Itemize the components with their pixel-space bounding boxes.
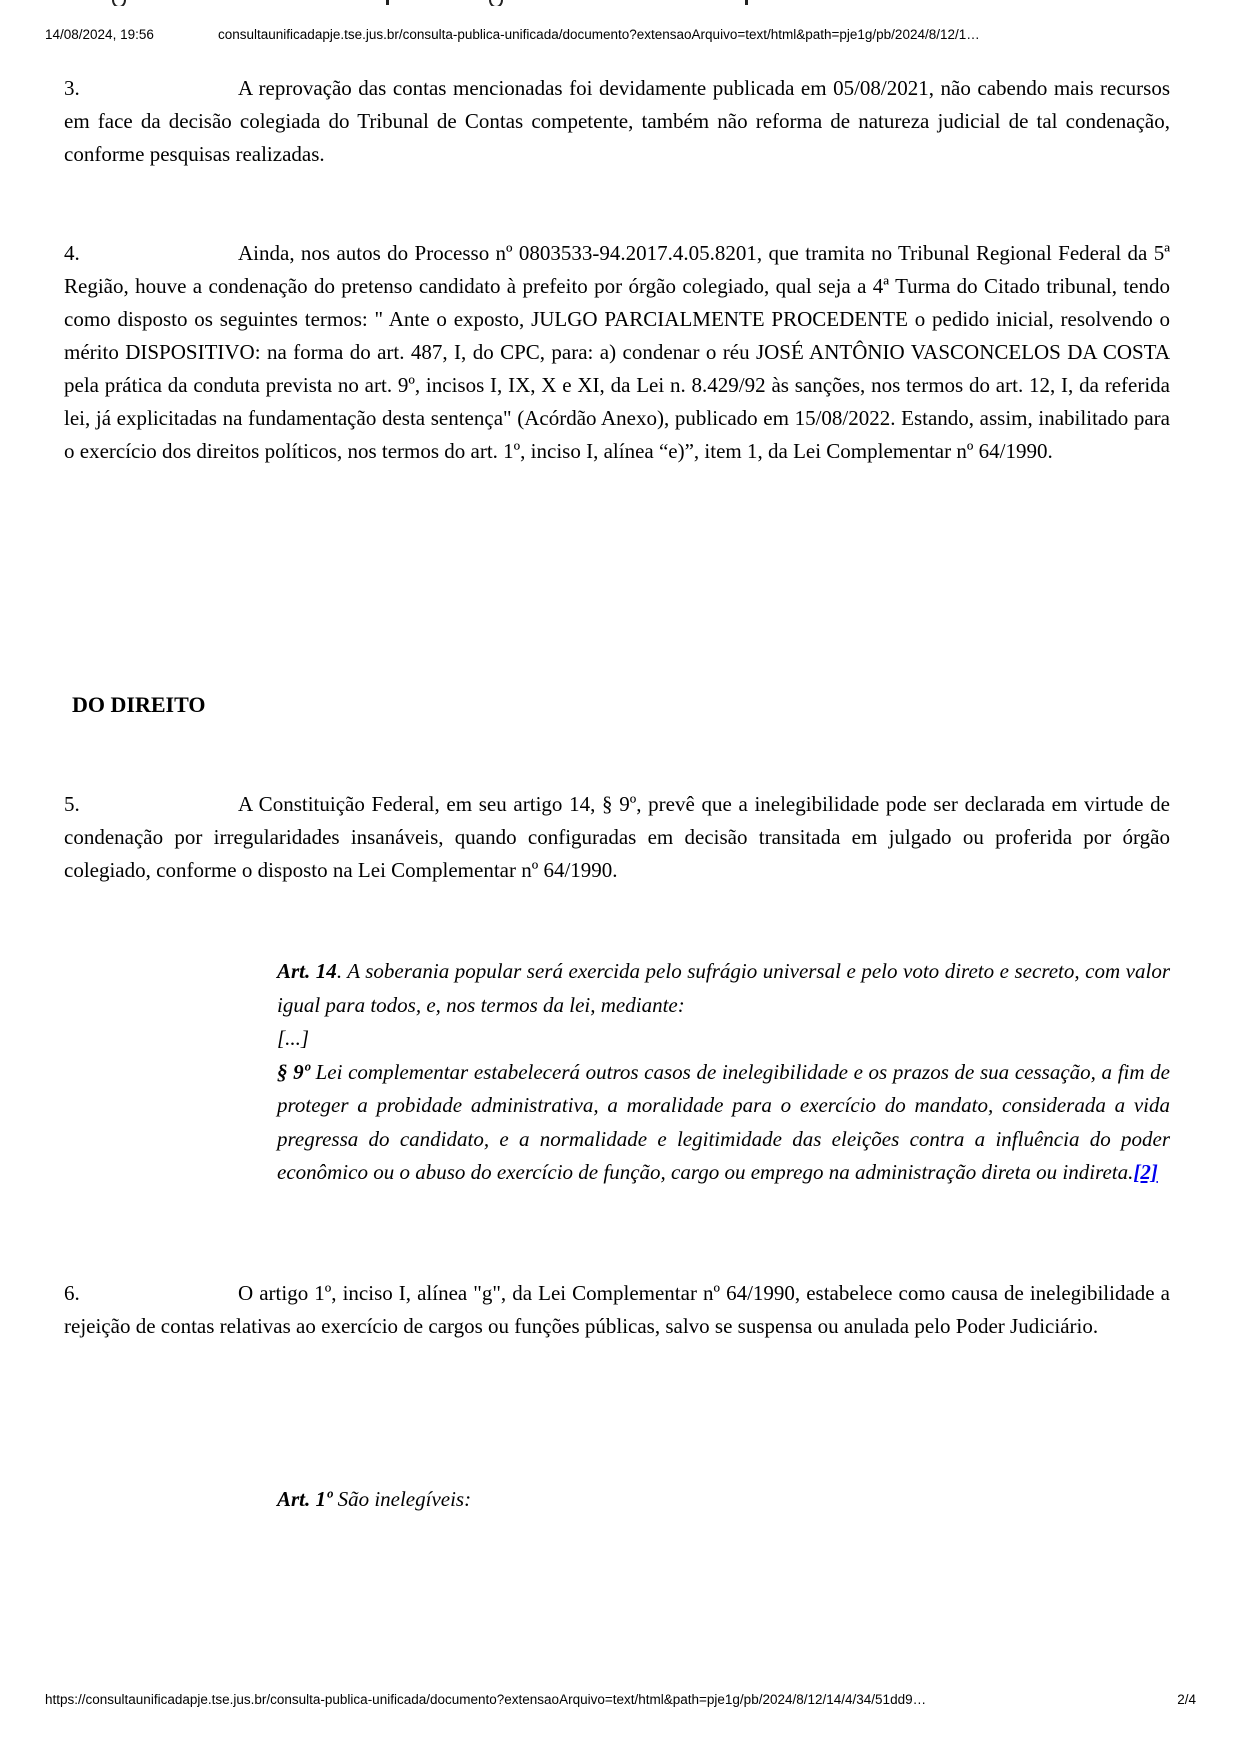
quote-art14-paragraph-9	[277, 1056, 1170, 1190]
paragraph-6-text: O artigo 1º, inciso I, alínea "g", da Lei Complementar nº 64/1990, estabelece como causa de inelegibilidade a rejeição de contas relativas ao exercício de cargos ou funções públicas, salvo se suspensa ou anulada pelo Poder Judiciário.	[64, 1281, 1170, 1338]
paragraph-6	[64, 1277, 1170, 1343]
paragraph-5-text: A Constituição Federal, em seu artigo 14, § 9º, prevê que a inelegibilidade pode ser declarada em virtude de condenação por irregularidades insanáveis, quando configuradas em decisão transitada em julgado ou proferida por órgão colegiado, conforme o disposto na Lei Complementar nº 64/1990.	[64, 792, 1170, 882]
paragraph-4-number: 4.	[64, 241, 80, 265]
legal-quote-art1	[277, 1483, 471, 1516]
quote-art14-label: Art. 14	[277, 959, 337, 983]
paragraph-3-number: 3.	[64, 76, 80, 100]
page-indicator: 2/4	[1177, 1692, 1196, 1707]
quote-art14-ellipsis: [...]	[277, 1026, 310, 1050]
footnote-2-link[interactable]: [2]	[1133, 1160, 1158, 1184]
cropped-glyph-fragment	[745, 0, 748, 5]
legal-quote-art14	[277, 955, 1170, 1190]
paragraph-4-text: Ainda, nos autos do Processo nº 0803533-94.2017.4.05.8201, que tramita no Tribunal Regional Federal da 5ª Região, houve a condenação do pretenso candidato à prefeito por órgão colegiado, qual seja a 4ª Turma do Citado tribunal, tendo como disposto os seguintes termos: " Ante o exposto, JULGO PARCIALMENTE PROCEDENTE o pedido inicial, resolvendo o mérito DISPOSITIVO: na forma do art. 487, I, do CPC, para: a) condenar o réu JOSÉ ANTÔNIO VASCONCELOS DA COSTA pela prática da conduta prevista no art. 9º, incisos I, IX, X e XI, da Lei n. 8.429/92 às sanções, nos termos do art. 12, I, da referida lei, já explicitadas na fundamentação desta sentença" (Acórdão Anexo), publicado em 15/08/2022. Estando, assim, inabilitado para o exercício dos direitos políticos, nos termos do art. 1º, inciso I, alínea “e)”, item 1, da Lei Complementar nº 64/1990.	[64, 241, 1170, 463]
cropped-glyph-fragment	[112, 0, 126, 6]
cropped-text-remnants	[0, 0, 1240, 6]
quote-art1-text: São inelegíveis:	[332, 1487, 472, 1511]
paragraph-6-number: 6.	[64, 1281, 80, 1305]
cropped-glyph-fragment	[489, 0, 503, 6]
paragraph-3	[64, 72, 1170, 171]
paragraph-4	[64, 237, 1170, 468]
print-footer-url: https://consultaunificadapje.tse.jus.br/consulta-publica-unificada/documento?extensaoArquivo=text/html&path=pje1g/pb/2024/8/12/14/4/34/51dd9…	[45, 1692, 927, 1707]
paragraph-5-number: 5.	[64, 792, 80, 816]
quote-art14-caput	[277, 955, 1170, 1022]
quote-para9-label: § 9º	[277, 1059, 310, 1084]
quote-art1-label: Art. 1º	[277, 1487, 333, 1511]
quote-art14-lead-text: . A soberania popular será exercida pelo sufrágio universal e pelo voto direto e secreto, com valor igual para todos, e, nos termos da lei, mediante:	[277, 959, 1171, 1017]
print-datetime: 14/08/2024, 19:56	[45, 27, 154, 42]
quote-para9-text: Lei complementar estabelecerá outros casos de inelegibilidade e os prazos de sua cessação, a fim de proteger a probidade administrativa, a moralidade para o exercício do mandato, considerada a vida pregressa do candidato, e a normalidade e legitimidade das eleições contra a influência do poder econômico ou o abuso do exercício de função, cargo ou emprego na administração direta ou indireta.	[277, 1059, 1170, 1184]
print-header	[45, 27, 1196, 42]
paragraph-3-text: A reprovação das contas mencionadas foi devidamente publicada em 05/08/2021, não cabendo mais recursos em face da decisão colegiada do Tribunal de Contas competente, também não reforma de natureza judicial de tal condenação, conforme pesquisas realizadas.	[64, 76, 1170, 166]
cropped-glyph-fragment	[386, 0, 389, 5]
paragraph-5	[64, 788, 1170, 887]
print-header-url: consultaunificadapje.tse.jus.br/consulta-publica-unificada/documento?extensaoArquivo=text/html&path=pje1g/pb/2024/8/12/1…	[218, 27, 980, 42]
section-heading-do-direito: DO DIREITO	[72, 692, 206, 717]
print-footer	[45, 1692, 1196, 1707]
